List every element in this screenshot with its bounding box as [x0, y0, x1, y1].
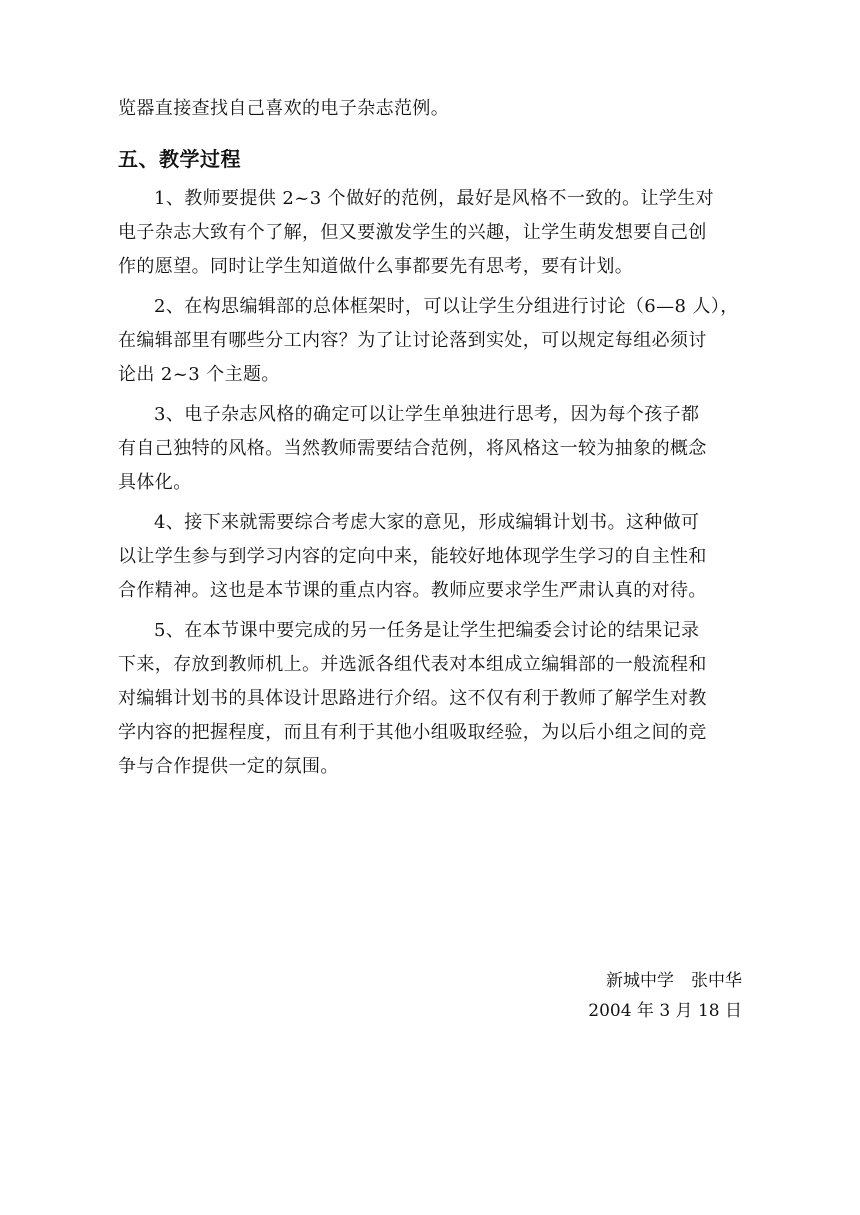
signature-block: [588, 966, 742, 1026]
paragraph-line: 5、在本节课中要完成的另一任务是让学生把编委会讨论的结果记录: [154, 620, 700, 641]
paragraph-line: 下来，存放到教师机上。并选派各组代表对本组成立编辑部的一般流程和: [118, 654, 707, 675]
paragraph-3: [118, 398, 744, 500]
section-heading: 五、教学过程: [118, 147, 241, 171]
paragraph-line: 4、接下来就需要综合考虑大家的意见，形成编辑计划书。这种做可: [154, 512, 700, 533]
paragraph-line: 1、教师要提供 2~3 个做好的范例，最好是风格不一致的。让学生对: [154, 188, 715, 209]
intro-line: 览器直接查找自己喜欢的电子杂志范例。: [118, 98, 450, 119]
paragraph-line: 对编辑计划书的具体设计思路进行介绍。这不仅有利于教师了解学生对教: [118, 688, 707, 709]
date-line: 2004 年 3 月 18 日: [588, 1001, 742, 1021]
document-body: [118, 92, 744, 790]
paragraph-line: 合作精神。这也是本节课的重点内容。教师应要求学生严肃认真的对待。: [118, 580, 707, 601]
paragraph-line: 在编辑部里有哪些分工内容？为了让讨论落到实处，可以规定每组必须讨: [118, 330, 707, 351]
paragraph-line: 论出 2~3 个主题。: [118, 364, 280, 385]
paragraph-line: 电子杂志大致有个了解，但又要激发学生的兴趣，让学生萌发想要自己创: [118, 222, 707, 243]
paragraph-line: 有自己独特的风格。当然教师需要结合范例，将风格这一较为抽象的概念: [118, 438, 707, 459]
paragraph-line: 3、电子杂志风格的确定可以让学生单独进行思考，因为每个孩子都: [154, 404, 700, 425]
author-line: 新城中学 张中华: [606, 971, 742, 991]
paragraph-5: [118, 614, 744, 784]
paragraph-line: 以让学生参与到学习内容的定向中来，能较好地体现学生学习的自主性和: [118, 546, 707, 567]
paragraph-2: [118, 290, 744, 392]
paragraph-1: [118, 182, 744, 284]
paragraph-4: [118, 506, 744, 608]
paragraph-line: 2、在构思编辑部的总体框架时，可以让学生分组进行讨论（6—8 人），: [154, 296, 739, 317]
paragraph-line: 学内容的把握程度，而且有利于其他小组吸取经验，为以后小组之间的竞: [118, 722, 707, 743]
paragraph-line: 作的愿望。同时让学生知道做什么事都要先有思考，要有计划。: [118, 256, 634, 277]
paragraph-line: 争与合作提供一定的氛围。: [118, 756, 339, 777]
paragraph-line: 具体化。: [118, 472, 192, 493]
